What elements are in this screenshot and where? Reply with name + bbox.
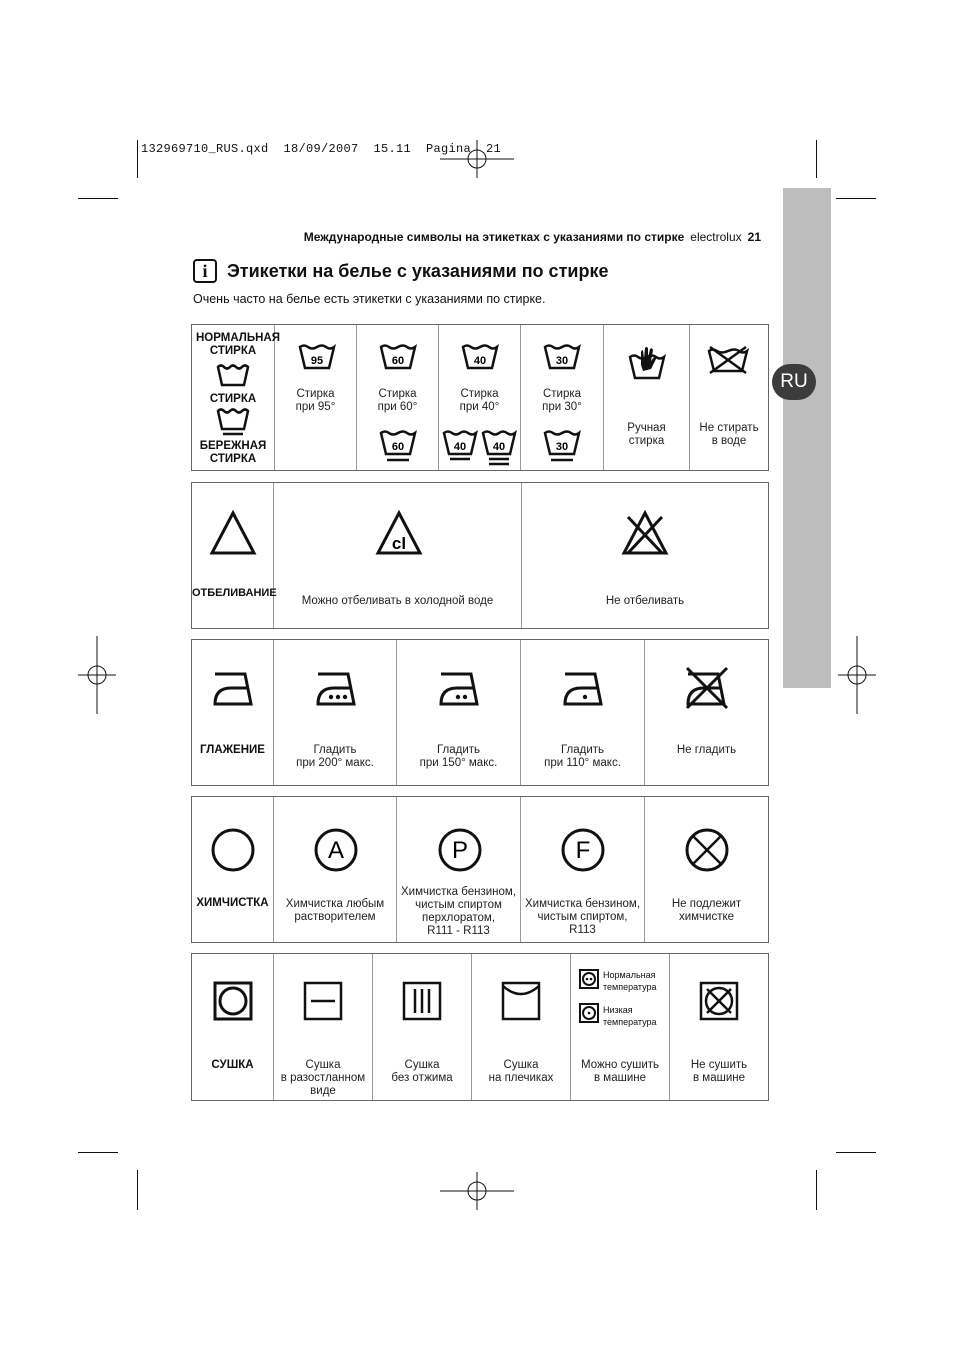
section-heading bbox=[193, 259, 608, 283]
wash-95-cell bbox=[275, 325, 357, 470]
wash-60-label-1: Стирка bbox=[378, 388, 417, 400]
bleach-cold-cell bbox=[274, 483, 522, 628]
machine-dry-label-1: Можно сушить bbox=[580, 1059, 660, 1071]
wash-tub-icon bbox=[216, 363, 250, 387]
low-temp-label-1: Низкая bbox=[603, 1005, 633, 1015]
crop-mark bbox=[836, 1152, 876, 1153]
dry-clean-p-label-3: перхлоратом, bbox=[421, 912, 496, 924]
letter-p: P bbox=[451, 837, 469, 864]
wash-95-icon bbox=[298, 343, 336, 371]
no-wash-label-1: Не стирать bbox=[699, 422, 759, 434]
do-not-bleach-icon bbox=[620, 509, 670, 557]
page-number: 21 bbox=[747, 230, 761, 244]
running-head-title: Международные символы на этикетках с указаниями по стирке bbox=[303, 230, 685, 244]
tumble-dry-normal-icon bbox=[578, 968, 600, 990]
dry-clean-a-label-1: Химчистка любым bbox=[285, 898, 385, 910]
temp-30: 30 bbox=[555, 355, 569, 367]
dry-clean-p-icon bbox=[437, 827, 483, 873]
wash-60-gentle-icon bbox=[379, 429, 417, 463]
gentle-wash-tub-icon bbox=[216, 407, 250, 437]
section-intro: Очень часто на белье есть этикетки с указаниями по стирке. bbox=[193, 292, 546, 306]
wash-60-icon bbox=[379, 343, 417, 371]
drip-dry-icon bbox=[401, 980, 443, 1022]
dry-clean-f-label-3: R113 bbox=[569, 924, 596, 936]
hand-wash-icon bbox=[627, 345, 667, 381]
crop-mark bbox=[137, 140, 138, 178]
dry-cleaning-header-cell bbox=[192, 797, 274, 942]
iron-110-label-2: при 110° макс. bbox=[544, 757, 621, 769]
dry-flat-cell bbox=[274, 954, 373, 1100]
crop-mark bbox=[78, 198, 118, 199]
dry-clean-p-label-4: R111 - R113 bbox=[427, 925, 490, 937]
drip-dry-label-2: без отжима bbox=[391, 1072, 453, 1084]
do-not-tumble-dry-icon bbox=[698, 980, 740, 1022]
washing-header-cell bbox=[192, 325, 281, 470]
dry-cleaning-group bbox=[191, 796, 769, 943]
iron-icon bbox=[211, 666, 257, 708]
dry-clean-a-cell bbox=[274, 797, 397, 942]
drying-header-cell bbox=[192, 954, 274, 1100]
cl-mark: cl bbox=[391, 534, 407, 553]
info-icon: i bbox=[193, 259, 217, 283]
header-wash: СТИРКА bbox=[209, 393, 257, 405]
registration-mark bbox=[440, 1172, 514, 1210]
no-machine-dry-cell bbox=[670, 954, 768, 1100]
wash-30-label-1: Стирка bbox=[542, 388, 582, 400]
wash-60-label-2: при 60° bbox=[377, 401, 418, 413]
ironing-header-cell bbox=[192, 640, 274, 785]
wash-40-label-2: при 40° bbox=[459, 401, 500, 413]
iron-110-label-1: Гладить bbox=[560, 744, 605, 756]
temp-95: 95 bbox=[310, 355, 324, 367]
iron-150-label-1: Гладить bbox=[436, 744, 481, 756]
dry-clean-p-label-2: чистым спиртом bbox=[415, 899, 502, 911]
no-dry-clean-label-1: Не подлежит bbox=[671, 898, 742, 910]
no-wash-cell bbox=[690, 325, 768, 470]
iron-three-dots-icon bbox=[314, 666, 360, 708]
drip-dry-label-1: Сушка bbox=[404, 1059, 440, 1071]
normal-temp-label-1: Нормальная bbox=[603, 970, 656, 980]
dry-cleaning-header: ХИМЧИСТКА bbox=[196, 897, 269, 909]
iron-150-cell bbox=[397, 640, 521, 785]
temp-40-very-gentle: 40 bbox=[492, 441, 506, 453]
section-title: Этикетки на белье с указаниями по стирке bbox=[227, 260, 609, 281]
no-dry-clean-cell bbox=[645, 797, 768, 942]
dry-clean-f-label-2: чистым спиртом, bbox=[537, 911, 628, 923]
bleach-cold-label: Можно отбеливать в холодной воде bbox=[301, 595, 494, 607]
do-not-iron-icon bbox=[683, 664, 731, 712]
no-bleach-cell bbox=[522, 483, 768, 628]
iron-110-cell bbox=[521, 640, 645, 785]
dry-flat-icon bbox=[302, 980, 344, 1022]
hand-wash-cell bbox=[604, 325, 690, 470]
wash-30-cell bbox=[521, 325, 604, 470]
no-machine-dry-label-1: Не сушить bbox=[690, 1059, 748, 1071]
temp-40-gentle: 40 bbox=[453, 441, 467, 453]
dry-flat-label-2: в разостланном bbox=[280, 1072, 366, 1084]
header-normal-wash: НОРМАЛЬНАЯ СТИРКА bbox=[196, 332, 281, 357]
tumble-dry-icon bbox=[212, 980, 254, 1022]
iron-200-label-2: при 200° макс. bbox=[296, 757, 374, 769]
no-wash-label-2: в воде bbox=[711, 435, 747, 447]
wash-40-label-1: Стирка bbox=[460, 388, 499, 400]
dry-flat-label-1: Сушка bbox=[305, 1059, 341, 1071]
temp-60-gentle: 60 bbox=[391, 441, 405, 453]
wash-95-label-1: Стирка bbox=[296, 388, 335, 400]
hand-wash-label-2: стирка bbox=[628, 435, 665, 447]
dry-clean-circle-icon bbox=[210, 827, 256, 873]
no-dry-clean-label-2: химчистке bbox=[678, 911, 735, 923]
drip-dry-cell bbox=[373, 954, 472, 1100]
wash-95-label-2: при 95° bbox=[295, 401, 336, 413]
wash-30-icon bbox=[543, 343, 581, 371]
do-not-dry-clean-icon bbox=[684, 827, 730, 873]
iron-200-label-1: Гладить bbox=[313, 744, 357, 756]
hand-wash-label-1: Ручная bbox=[627, 422, 666, 434]
language-badge: RU bbox=[772, 364, 816, 400]
do-not-wash-icon bbox=[706, 345, 750, 375]
dry-clean-f-label-1: Химчистка бензином, bbox=[524, 898, 641, 910]
wash-40-gentle-icon bbox=[442, 429, 478, 465]
bleach-cl-icon bbox=[374, 509, 424, 557]
temp-40: 40 bbox=[473, 355, 487, 367]
brand-name: electrolux bbox=[690, 230, 742, 244]
ironing-header: ГЛАЖЕНИЕ bbox=[200, 744, 265, 756]
crop-mark bbox=[816, 1170, 817, 1210]
bleaching-header: ОТБЕЛИВАНИЕ bbox=[192, 587, 277, 599]
no-iron-cell bbox=[645, 640, 768, 785]
letter-a: A bbox=[327, 837, 345, 864]
wash-40-icon bbox=[461, 343, 499, 371]
dry-clean-f-cell bbox=[521, 797, 645, 942]
low-temp-label-2: температура bbox=[603, 1017, 657, 1027]
wash-30-gentle-icon bbox=[543, 429, 581, 463]
line-dry-label-1: Сушка bbox=[503, 1059, 539, 1071]
dry-clean-a-icon bbox=[313, 827, 359, 873]
dry-clean-p-cell bbox=[397, 797, 521, 942]
file-header: 132969710_RUS.qxd 18/09/2007 15.11 Pagina 21 bbox=[141, 142, 502, 156]
ironing-group bbox=[191, 639, 769, 786]
registration-mark bbox=[78, 636, 116, 714]
temp-30-gentle: 30 bbox=[555, 441, 569, 453]
bleaching-header-cell bbox=[192, 483, 277, 628]
bleach-triangle-icon bbox=[208, 509, 258, 557]
iron-200-cell bbox=[274, 640, 397, 785]
iron-one-dot-icon bbox=[561, 666, 607, 708]
dry-flat-label-3: виде bbox=[310, 1085, 336, 1097]
machine-dry-cell bbox=[571, 954, 670, 1100]
running-head bbox=[304, 230, 761, 244]
line-dry-label-2: на плечиках bbox=[488, 1072, 554, 1084]
machine-dry-label-2: в машине bbox=[593, 1072, 646, 1084]
registration-mark bbox=[838, 636, 876, 714]
dry-clean-a-label-2: растворителем bbox=[294, 911, 376, 923]
normal-temp-label-2: температура bbox=[603, 982, 657, 992]
drying-header: СУШКА bbox=[211, 1059, 254, 1071]
dry-clean-p-label-1: Химчистка бензином, bbox=[400, 886, 517, 898]
crop-mark bbox=[78, 1152, 118, 1153]
tumble-dry-low-icon bbox=[578, 1002, 600, 1024]
washing-group bbox=[191, 324, 769, 471]
side-tab bbox=[783, 188, 831, 688]
hanger-dry-icon bbox=[500, 980, 542, 1022]
no-machine-dry-label-2: в машине bbox=[692, 1072, 745, 1084]
letter-f: F bbox=[575, 837, 591, 864]
wash-40-very-gentle-icon bbox=[481, 429, 517, 467]
dry-clean-f-icon bbox=[560, 827, 606, 873]
crop-mark bbox=[836, 198, 876, 199]
bleaching-group bbox=[191, 482, 769, 629]
iron-150-label-2: при 150° макс. bbox=[419, 757, 498, 769]
temp-60: 60 bbox=[391, 355, 405, 367]
no-iron-label: Не гладить bbox=[676, 744, 737, 756]
header-gentle-wash: БЕРЕЖНАЯ СТИРКА bbox=[199, 440, 267, 465]
no-bleach-label: Не отбеливать bbox=[605, 595, 685, 607]
iron-two-dots-icon bbox=[437, 666, 483, 708]
wash-60-cell bbox=[357, 325, 439, 470]
crop-mark bbox=[137, 1170, 138, 1210]
crop-mark bbox=[816, 140, 817, 178]
wash-30-label-2: при 30° bbox=[542, 401, 582, 413]
line-dry-cell bbox=[472, 954, 571, 1100]
drying-group bbox=[191, 953, 769, 1101]
wash-40-cell bbox=[439, 325, 521, 470]
